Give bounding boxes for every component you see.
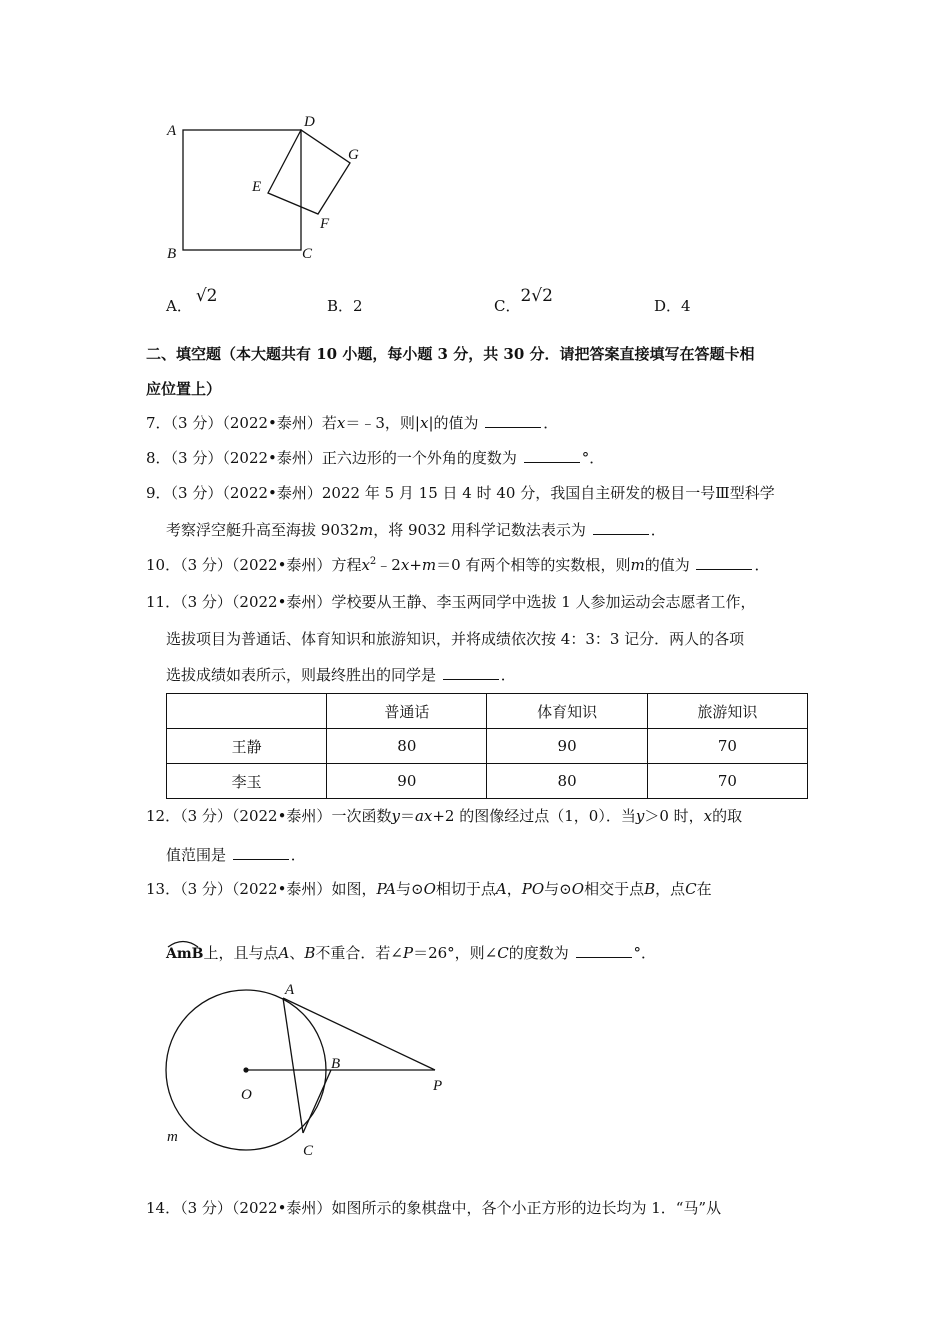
option-d-value: 4 [681, 297, 691, 315]
figure-squares [150, 108, 380, 268]
chord-bc [303, 1070, 331, 1133]
option-b-letter: B． [327, 297, 354, 315]
label-C: C [303, 1143, 314, 1159]
option-a-value: √2 [195, 286, 218, 306]
question-11-cont2: 选拔成绩如表所示，则最终胜出的同学是 ． [166, 666, 516, 684]
table-cell: 80 [327, 729, 487, 764]
option-a[interactable] [166, 285, 218, 315]
answer-blank-7[interactable] [485, 413, 541, 428]
question-12: 12．（3 分）（2022•泰州）一次函数y＝ax+2 的图像经过点（1，0）．当y＞0 时，x的取 [146, 807, 743, 825]
answer-blank-10[interactable] [696, 555, 752, 570]
label-D: D [304, 114, 315, 130]
table-cell: 王静 [167, 729, 327, 764]
label-P: P [433, 1078, 443, 1094]
label-O: O [241, 1087, 252, 1103]
question-11-cont1: 选拔项目为普通话、体育知识和旅游知识，并将成绩依次按 4：3：3 记分．两人的各项 [166, 630, 745, 648]
answer-blank-11[interactable] [443, 665, 499, 680]
question-11: 11．（3 分）（2022•泰州）学校要从王静、李玉两同学中选拔 1 人参加运动会志愿者工作， [146, 593, 756, 611]
chord-ac [283, 998, 303, 1133]
table-header-cell: 旅游知识 [647, 694, 807, 729]
question-8: 8．（3 分）（2022•泰州）正六边形的一个外角的度数为 °． [146, 449, 605, 467]
label-m: m [167, 1129, 178, 1145]
label-B: B [331, 1056, 341, 1072]
option-c-letter: C． [494, 297, 521, 315]
table-cell: 90 [487, 729, 647, 764]
question-10: 10．（3 分）（2022•泰州）方程$x^2﹣2x+m=0$ 有两个相等的实数根，则m的值为 ． [146, 556, 770, 574]
section-heading-cont: 应位置上） [146, 380, 222, 398]
square-abcd [183, 130, 301, 250]
table-row [167, 729, 808, 764]
label-E: E [252, 179, 262, 195]
tangent-pa [283, 998, 435, 1070]
answer-blank-12[interactable] [233, 845, 289, 860]
table-cell: 80 [487, 764, 647, 799]
label-C: C [302, 246, 313, 262]
question-14: 14．（3 分）（2022•泰州）如图所示的象棋盘中，各个小正方形的边长均为 1．“马”从 [146, 1199, 722, 1217]
square-defg [268, 130, 350, 214]
answer-blank-13[interactable] [576, 943, 632, 958]
table-cell: 90 [327, 764, 487, 799]
table-header-cell: 体育知识 [487, 694, 647, 729]
question-9: 9．（3 分）（2022•泰州）2022 年 5 月 15 日 4 时 40 分，我国自主研发的极目一号Ⅲ型科学 [146, 484, 775, 502]
label-A: A [285, 982, 295, 998]
question-9-cont: 考察浮空艇升高至海拔 9032m，将 9032 用科学记数法表示为 ． [166, 521, 666, 539]
table-cell: 李玉 [167, 764, 327, 799]
table-header-cell [167, 694, 327, 729]
option-c[interactable] [494, 285, 553, 315]
option-c-value: 2√2 [520, 286, 553, 306]
label-A: A [167, 123, 177, 139]
question-13: 13．（3 分）（2022•泰州）如图，PA与⊙O相切于点A，PO与⊙O相交于点B，点C在 [146, 880, 712, 898]
table-header-cell: 普通话 [327, 694, 487, 729]
question-13-cont: AmB上，且与点A、B不重合．若∠P＝26°，则∠C的度数为 °． [166, 942, 656, 963]
center-dot [243, 1067, 248, 1072]
option-d[interactable] [654, 295, 691, 316]
table-cell: 70 [647, 729, 807, 764]
answer-blank-9[interactable] [593, 520, 649, 535]
section-heading: 二、填空题（本大题共有 10 小题，每小题 3 分，共 30 分．请把答案直接填写在答题卡相 [146, 345, 755, 363]
option-d-letter: D． [654, 297, 682, 315]
label-F: F [320, 216, 330, 232]
answer-blank-8[interactable] [524, 448, 580, 463]
figure-circle-tangent [155, 975, 455, 1165]
question-12-cont: 值范围是 ． [166, 846, 306, 864]
score-table [166, 693, 808, 799]
table-cell: 70 [647, 764, 807, 799]
label-G: G [348, 147, 359, 163]
label-B: B [167, 246, 177, 262]
option-b-value: 2 [353, 297, 363, 315]
table-header-row [167, 694, 808, 729]
option-a-letter: A． [166, 297, 192, 315]
table-row [167, 764, 808, 799]
question-7: 7．（3 分）（2022•泰州）若x＝﹣3，则|x|的值为 ． [146, 414, 559, 432]
arc-notation: AmB [166, 946, 204, 962]
option-b[interactable] [327, 295, 363, 316]
